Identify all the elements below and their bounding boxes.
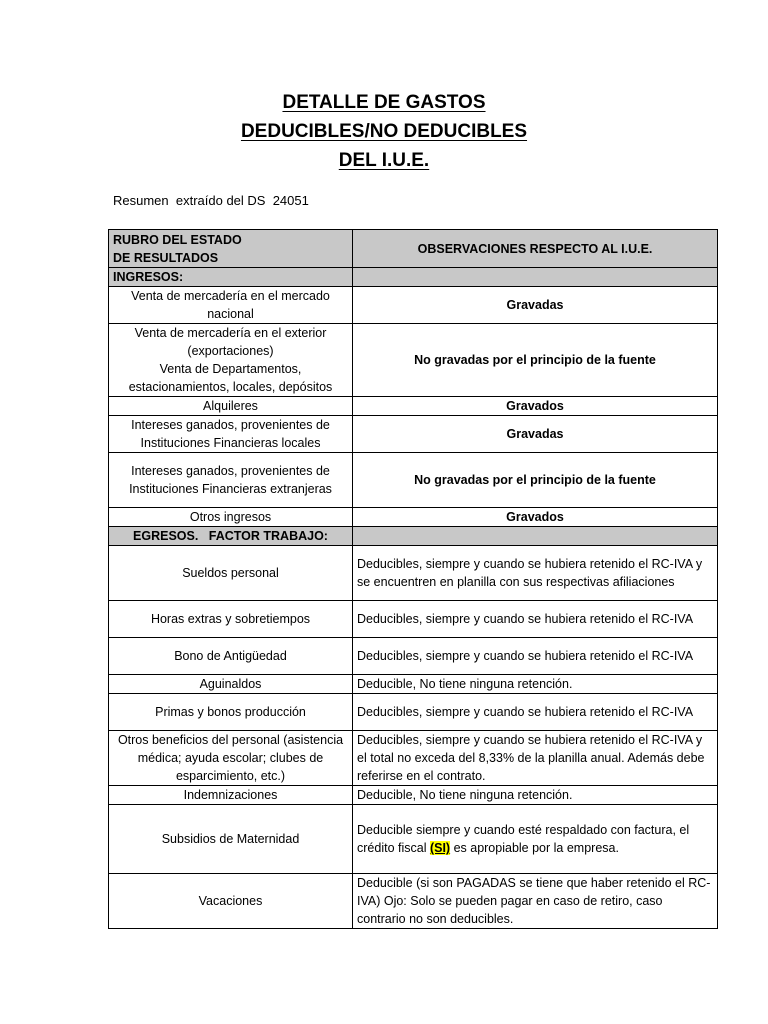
source-note: Resumen extraído del DS 24051 <box>113 193 309 208</box>
section-blank-cell <box>353 527 718 546</box>
table-header-row <box>109 230 718 268</box>
section-row-ingresos <box>109 268 718 287</box>
expenses-table <box>108 229 718 929</box>
table-row <box>109 601 718 638</box>
title-line-2: DEDUCIBLES/NO DEDUCIBLES <box>240 121 528 142</box>
table-row <box>109 638 718 675</box>
rubro-cell: Venta de mercadería en el mercado nacional <box>109 287 353 324</box>
observacion-text: es apropiable por la empresa. <box>450 841 619 855</box>
title-line-3: DEL I.U.E. <box>338 150 430 171</box>
observacion-cell: Deducibles, siempre y cuando se hubiera retenido el RC-IVA <box>353 694 718 731</box>
table-row <box>109 805 718 874</box>
table-row <box>109 694 718 731</box>
rubro-cell <box>109 324 353 397</box>
header-rubro-line-1: RUBRO DEL ESTADO <box>113 232 242 247</box>
rubro-line: Venta de Departamentos, estacionamientos, locales, depósitos <box>128 362 333 394</box>
rubro-cell: Indemnizaciones <box>109 786 353 805</box>
rubro-cell: Aguinaldos <box>109 675 353 694</box>
rubro-cell: Otros ingresos <box>109 508 353 527</box>
highlighted-text: (SI) <box>429 841 451 855</box>
observacion-cell: Deducible (si son PAGADAS se tiene que haber retenido el RC-IVA) Ojo: Solo se pueden pagar en caso de retiro, caso contrario no son deducibles. <box>353 874 718 929</box>
observacion-cell: Deducibles, siempre y cuando se hubiera retenido el RC-IVA y se encuentren en planilla con sus respectivas afiliaciones <box>353 546 718 601</box>
rubro-cell: Primas y bonos producción <box>109 694 353 731</box>
observacion-cell: Gravados <box>353 397 718 416</box>
section-blank-cell <box>353 268 718 287</box>
rubro-cell: Sueldos personal <box>109 546 353 601</box>
table-row <box>109 287 718 324</box>
observacion-cell: Deducibles, siempre y cuando se hubiera retenido el RC-IVA <box>353 601 718 638</box>
observacion-cell: No gravadas por el principio de la fuente <box>353 324 718 397</box>
observacion-cell: Deducibles, siempre y cuando se hubiera retenido el RC-IVA y el total no exceda del 8,33% de la planilla anual. Además debe referirse en el contrato. <box>353 731 718 786</box>
table-row <box>109 508 718 527</box>
rubro-cell: Vacaciones <box>109 874 353 929</box>
table-row <box>109 324 718 397</box>
document-title <box>0 88 768 175</box>
table-row <box>109 731 718 786</box>
table-row <box>109 874 718 929</box>
observacion-text: Deducible siempre y cuando esté respaldado con factura, el crédito fiscal <box>357 823 690 855</box>
header-rubro <box>109 230 353 268</box>
table-row <box>109 453 718 508</box>
rubro-cell: Horas extras y sobretiempos <box>109 601 353 638</box>
table-row <box>109 546 718 601</box>
section-label-ingresos: INGRESOS: <box>109 268 353 287</box>
observacion-cell: No gravadas por el principio de la fuente <box>353 453 718 508</box>
rubro-cell: Otros beneficios del personal (asistencia médica; ayuda escolar; clubes de esparcimiento, etc.) <box>109 731 353 786</box>
observacion-cell: Gravadas <box>353 416 718 453</box>
header-observaciones: OBSERVACIONES RESPECTO AL I.U.E. <box>353 230 718 268</box>
rubro-cell: Intereses ganados, provenientes de Instituciones Financieras locales <box>109 416 353 453</box>
rubro-cell: Bono de Antigüedad <box>109 638 353 675</box>
rubro-line: Venta de mercadería en el exterior (exportaciones) <box>134 326 327 358</box>
observacion-cell: Gravadas <box>353 287 718 324</box>
rubro-cell: Alquileres <box>109 397 353 416</box>
title-line-1: DETALLE DE GASTOS <box>282 92 486 113</box>
observacion-cell: Deducible, No tiene ninguna retención. <box>353 675 718 694</box>
observacion-cell: Deducibles, siempre y cuando se hubiera retenido el RC-IVA <box>353 638 718 675</box>
rubro-cell: Intereses ganados, provenientes de Instituciones Financieras extranjeras <box>109 453 353 508</box>
table-row <box>109 786 718 805</box>
header-rubro-line-2: DE RESULTADOS <box>113 250 219 265</box>
section-row-egresos <box>109 527 718 546</box>
table-row <box>109 675 718 694</box>
table-row <box>109 416 718 453</box>
rubro-cell: Subsidios de Maternidad <box>109 805 353 874</box>
observacion-cell <box>353 805 718 874</box>
table-row <box>109 397 718 416</box>
observacion-cell: Deducible, No tiene ninguna retención. <box>353 786 718 805</box>
section-label-egresos: EGRESOS. FACTOR TRABAJO: <box>109 527 353 546</box>
observacion-cell: Gravados <box>353 508 718 527</box>
